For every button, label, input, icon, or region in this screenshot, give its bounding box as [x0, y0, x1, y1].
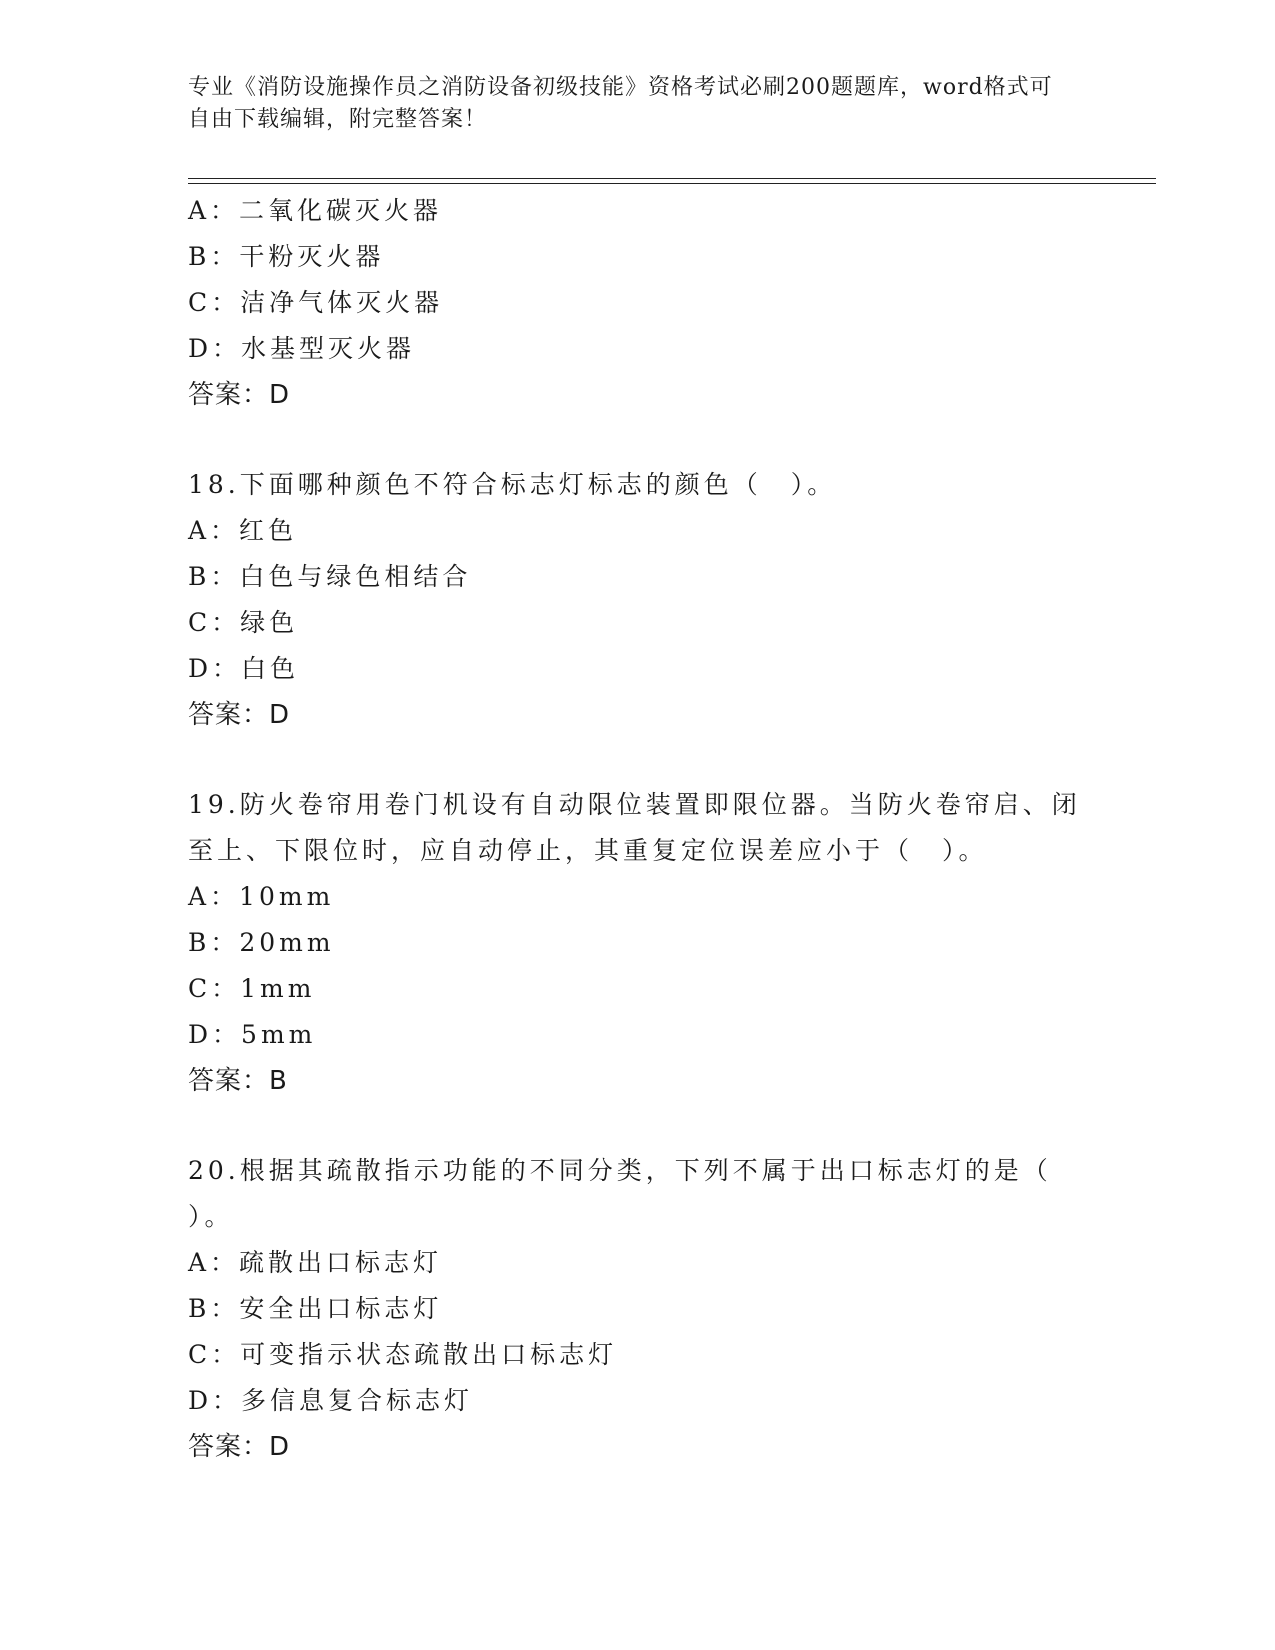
question-stem-line-1: 19.防火卷帘用卷门机设有自动限位装置即限位器。当防火卷帘启、闭 [188, 790, 1081, 819]
option-d: D：5mm [188, 1020, 317, 1049]
header-divider-top [188, 178, 1156, 179]
option-c: C：洁净气体灭火器 [188, 288, 444, 317]
option-b: B：白色与绿色相结合 [188, 562, 472, 591]
option-b: B：安全出口标志灯 [188, 1294, 443, 1323]
answer: 答案：B [188, 1066, 288, 1096]
option-c: C：可变指示状态疏散出口标志灯 [188, 1340, 618, 1369]
option-d: D：水基型灭火器 [188, 334, 416, 363]
question-stem-line-2: ）。 [188, 1202, 234, 1231]
answer: 答案：D [188, 700, 291, 730]
option-c: C：1mm [188, 974, 316, 1003]
question-17 [188, 188, 1088, 418]
question-stem-line-1: 20.根据其疏散指示功能的不同分类，下列不属于出口标志灯的是（ [188, 1156, 1052, 1185]
option-a: A：二氧化碳灭火器 [188, 196, 443, 225]
option-d: D：白色 [188, 654, 300, 683]
option-c: C：绿色 [188, 608, 299, 637]
header-divider-bottom [188, 183, 1156, 184]
option-b: B：干粉灭火器 [188, 242, 385, 271]
question-20 [188, 1148, 1088, 1470]
document-header: 专业《消防设施操作员之消防设备初级技能》资格考试必刷200题题库，word格式可自由下载编辑，附完整答案！ [188, 75, 1053, 132]
question-list [188, 188, 1088, 1470]
option-a: A：10mm [188, 882, 335, 911]
option-a: A：疏散出口标志灯 [188, 1248, 443, 1277]
answer: 答案：D [188, 380, 291, 410]
option-d: D：多信息复合标志灯 [188, 1386, 474, 1415]
question-stem-line-2: 至上、下限位时，应自动停止，其重复定位误差应小于（ ）。 [188, 836, 988, 865]
option-b: B：20mm [188, 928, 335, 957]
question-stem: 18.下面哪种颜色不符合标志灯标志的颜色（ ）。 [188, 470, 837, 499]
option-a: A：红色 [188, 516, 298, 545]
question-19 [188, 782, 1088, 1104]
answer: 答案：D [188, 1432, 291, 1462]
question-18 [188, 462, 1088, 738]
